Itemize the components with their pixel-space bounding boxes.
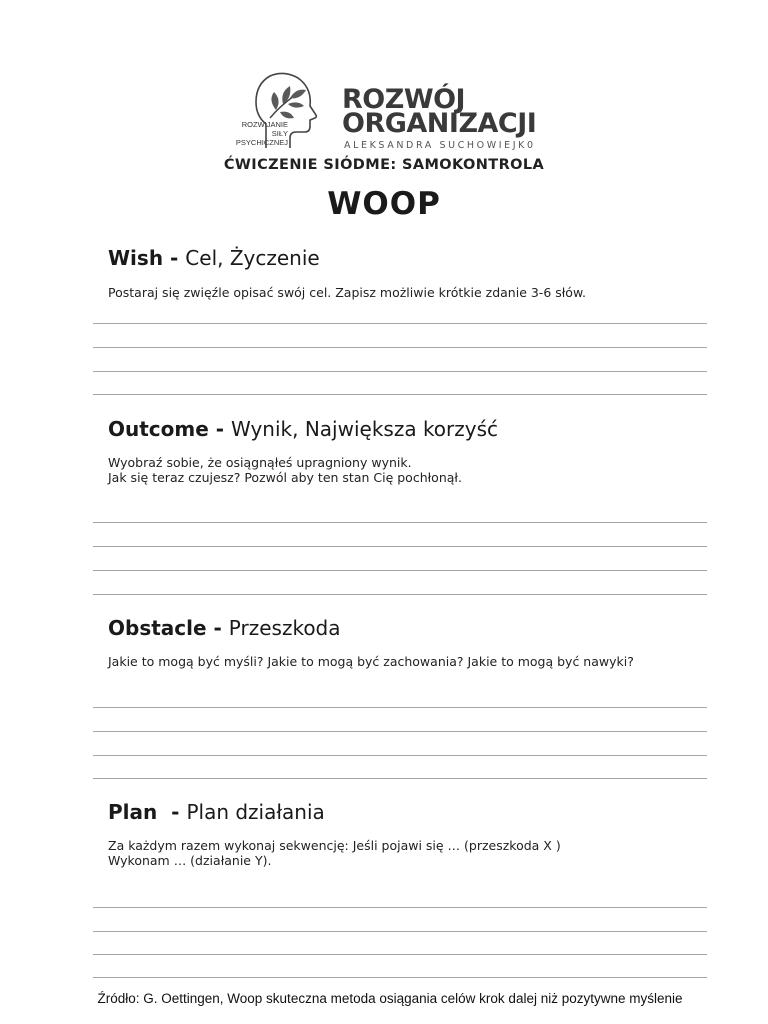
writing-line[interactable] xyxy=(93,594,707,595)
description-line: Postaraj się zwięźle opisać swój cel. Zapisz możliwie krótkie zdanie 3-6 słów. xyxy=(108,285,587,300)
description-line: Jakie to mogą być myśli? Jakie to mogą być zachowania? Jakie to mogą być nawyki? xyxy=(108,654,634,669)
section-key: Plan xyxy=(108,800,158,824)
section-heading-obstacle xyxy=(108,616,341,640)
writing-line[interactable] xyxy=(93,371,707,372)
section-description-wish xyxy=(108,285,586,300)
brand-name-line: ROZWÓJ xyxy=(342,84,466,115)
section-description-plan xyxy=(108,838,561,868)
brand-author: ALEKSANDRA SUCHOWIEJK0 xyxy=(344,140,536,151)
section-key: Wish xyxy=(108,246,164,270)
description-line: Za każdym razem wykonaj sekwencję: Jeśli pojawi się … (przeszkoda X ) xyxy=(108,838,561,853)
section-heading-wish xyxy=(108,246,320,270)
writing-line[interactable] xyxy=(93,977,707,978)
writing-line[interactable] xyxy=(93,570,707,571)
logo-tagline-line: ROZWIJANIE xyxy=(241,120,288,129)
section-key: Outcome xyxy=(108,417,209,441)
logo-tagline-line: PSYCHICZNEJ xyxy=(235,138,288,147)
brand-name-line: ORGANIZACJI xyxy=(342,108,537,139)
section-subtitle: Przeszkoda xyxy=(228,616,341,640)
section-subtitle: Plan działania xyxy=(186,800,325,824)
writing-line[interactable] xyxy=(93,755,707,756)
exercise-label: ĆWICZENIE SIÓDME: SAMOKONTROLA xyxy=(223,157,545,173)
writing-line[interactable] xyxy=(93,546,707,547)
section-key: Obstacle xyxy=(108,616,207,640)
writing-line[interactable] xyxy=(93,778,707,779)
writing-line[interactable] xyxy=(93,323,707,324)
writing-line[interactable] xyxy=(93,907,707,908)
section-separator: - xyxy=(157,800,187,824)
logo-tagline-line: SIŁY xyxy=(271,129,288,138)
section-heading-outcome xyxy=(108,417,498,441)
writing-line[interactable] xyxy=(93,707,707,708)
source-citation: Źródło: G. Oettingen, Woop skuteczna metoda osiągania celów krok dalej niż pozytywne myślenie xyxy=(97,991,683,1006)
brand-logo xyxy=(228,70,558,156)
description-line: Wyobraź sobie, że osiągnąłeś upragniony wynik. xyxy=(108,455,412,470)
writing-line[interactable] xyxy=(93,347,707,348)
page-title: WOOP xyxy=(327,186,441,222)
section-description-outcome xyxy=(108,455,462,485)
writing-line[interactable] xyxy=(93,394,707,395)
writing-line[interactable] xyxy=(93,954,707,955)
section-subtitle: Wynik, Największa korzyść xyxy=(231,417,499,441)
section-separator: - xyxy=(163,246,186,270)
section-separator: - xyxy=(208,417,232,441)
head-with-leaves-icon xyxy=(250,70,330,150)
writing-line[interactable] xyxy=(93,931,707,932)
section-heading-plan xyxy=(108,800,325,824)
writing-line[interactable] xyxy=(93,522,707,523)
section-description-obstacle xyxy=(108,654,634,669)
section-separator: - xyxy=(206,616,229,640)
description-line: Jak się teraz czujesz? Pozwól aby ten stan Cię pochłonął. xyxy=(108,470,462,485)
description-line: Wykonam … (działanie Y). xyxy=(108,853,272,868)
section-subtitle: Cel, Życzenie xyxy=(185,246,320,270)
writing-line[interactable] xyxy=(93,731,707,732)
brand-name xyxy=(342,84,537,139)
